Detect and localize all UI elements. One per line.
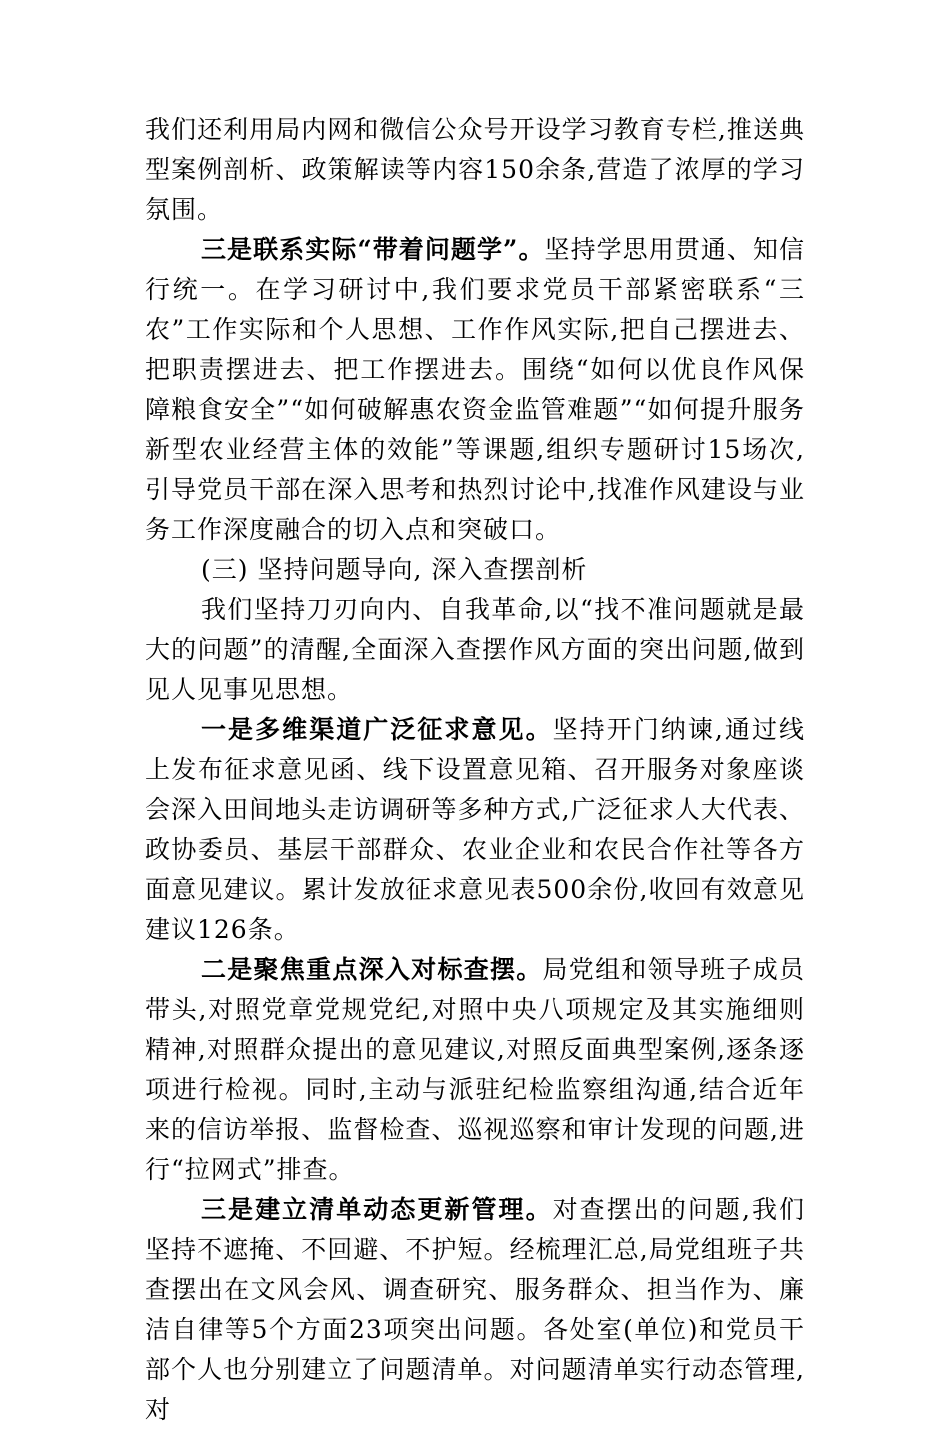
paragraph-lead: 一是多维渠道广泛征求意见。 [201,715,553,744]
paragraph-body: 坚持学思用贯通、知信行统一。在学习研讨中,我们要求党员干部紧密联系“三农”工作实际和个人思想、工作作风实际,把自己摆进去、把职责摆进去、把工作摆进去。围绕“如何以优良作风保障粮食安全”“如何破解惠农资金监管难题”“如何提升服务新型农业经营主体的效能”等课题,组织专题研讨15场次,引导党员干部在深入思考和热烈讨论中,找准作风建设与业务工作深度融合的切入点和突破口。 [145,235,805,544]
paragraph-body: 对查摆出的问题,我们坚持不遮掩、不回避、不护短。经梳理汇总,局党组班子共查摆出在文风会风、调查研究、服务群众、担当作为、廉洁自律等5个方面23项突出问题。各处室(单位)和党员干部个人也分别建立了问题清单。对问题清单实行动态管理,对 [145,1195,805,1424]
paragraph-solicit-opinions [145,710,805,950]
paragraph-lead: 二是聚焦重点深入对标查摆。 [201,955,543,984]
paragraph-dynamic-list [145,1190,805,1430]
paragraph-body: 我们坚持刀刃向内、自我革命,以“找不准问题就是最大的问题”的清醒,全面深入查摆作风方面的突出问题,做到见人见事见思想。 [145,595,805,704]
paragraph-intro [145,590,805,710]
paragraph-lead: 三是建立清单动态更新管理。 [201,1195,553,1224]
paragraph-body: 局党组和领导班子成员带头,对照党章党规党纪,对照中央八项规定及其实施细则精神,对照群众提出的意见建议,对照反面典型案例,逐条逐项进行检视。同时,主动与派驻纪检监察组沟通,结合近年来的信访举报、监督检查、巡视巡察和审计发现的问题,进行“拉网式”排查。 [145,955,805,1184]
section-heading: (三) 坚持问题导向, 深入查摆剖析 [201,555,588,584]
paragraph-body: 我们还利用局内网和微信公众号开设学习教育专栏,推送典型案例剖析、政策解读等内容150余条,营造了浓厚的学习氛围。 [145,115,805,224]
paragraph-body: 坚持开门纳谏,通过线上发布征求意见函、线下设置意见箱、召开服务对象座谈会深入田间地头走访调研等多种方式,广泛征求人大代表、政协委员、基层干部群众、农业企业和农民合作社等各方面意见建议。累计发放征求意见表500余份,收回有效意见建议126条。 [145,715,805,944]
paragraph-lead: 三是联系实际“带着问题学”。 [201,235,545,264]
paragraph-continuation [145,110,805,230]
document-body [145,110,805,1430]
paragraph-benchmark-check [145,950,805,1190]
paragraph-study-with-problems [145,230,805,550]
